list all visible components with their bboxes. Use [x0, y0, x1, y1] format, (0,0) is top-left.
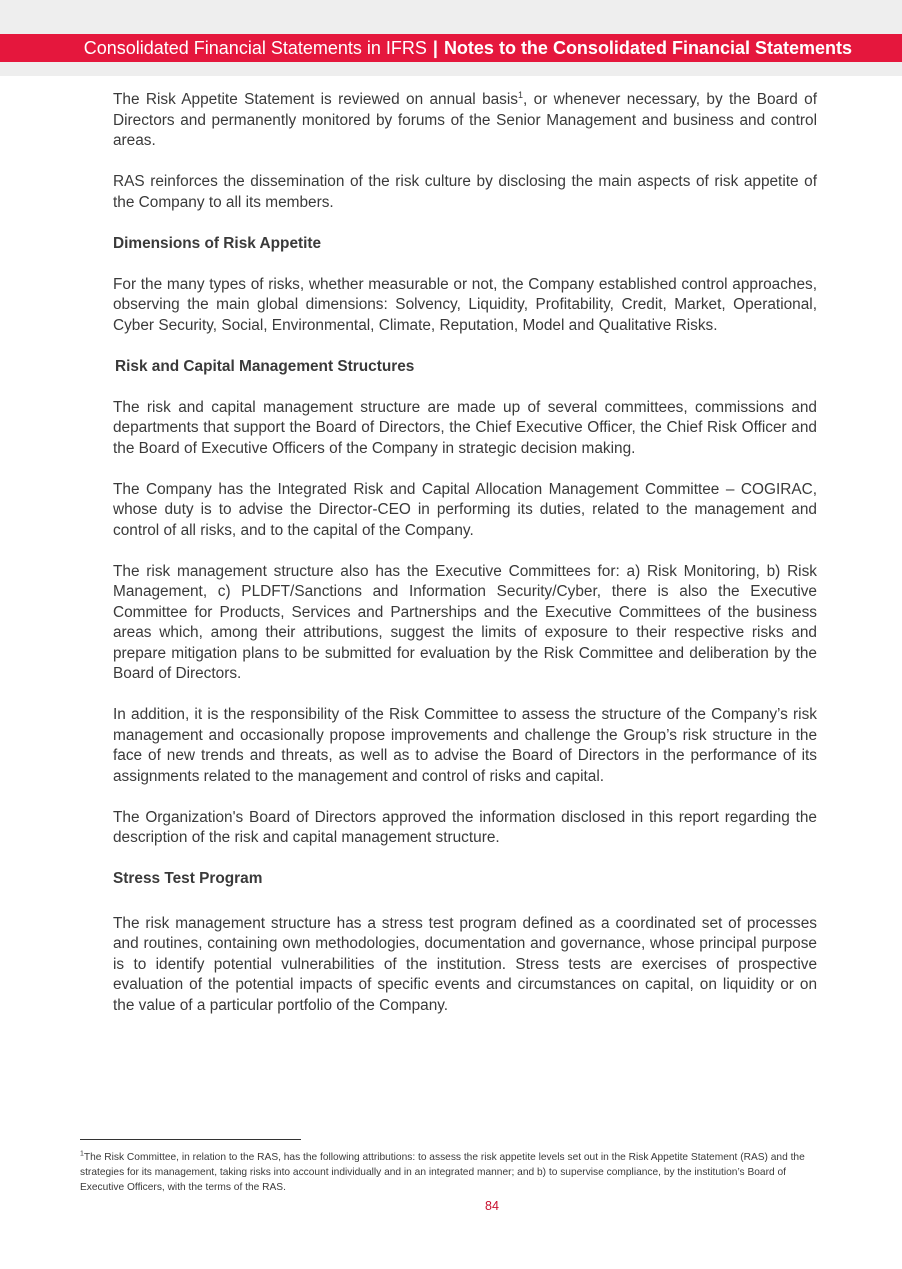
heading-dimensions-of-risk-appetite: Dimensions of Risk Appetite — [113, 234, 322, 252]
page-content — [113, 90, 817, 1037]
paragraph-management-structure: The risk and capital management structure are made up of several committees, commissions and departments that support the Board of Directors, the Chief Executive Officer, the Chief Risk Officer and the Board of Executive Officers of the Company in strategic decision making. — [113, 398, 817, 457]
paragraph-cogirac: The Company has the Integrated Risk and Capital Allocation Management Committee – COGIRAC, whose duty is to advise the Director-CEO in performing its duties, related to the management and control of all risks, and to the capital of the Company. — [113, 480, 817, 539]
paragraph-board-approval: The Organization's Board of Directors approved the information disclosed in this report regarding the description of the risk and capital management structure. — [113, 808, 817, 846]
paragraph-ras-review-end: , or whenever necessary, by the Board of Directors and permanently monitored by forums of the Senior Management and business and control areas. — [113, 91, 817, 149]
page-number: 84 — [485, 1199, 499, 1213]
footnote-text: The Risk Committee, in relation to the RAS, has the following attributions: to assess the risk appetite levels set out in the Risk Appetite Statement (RAS) and the strategies for its management, taking risks into account individually and in an integrated manner; and b) to supervise compliance, by the institution’s Board of Executive Officers, with the terms of the RAS. — [80, 1152, 805, 1193]
footnote — [80, 1150, 806, 1195]
heading-risk-capital-structures: Risk and Capital Management Structures — [115, 357, 415, 375]
header-separator: | — [432, 37, 438, 58]
paragraph-risk-dimensions: For the many types of risks, whether measurable or not, the Company established control approaches, observing the main global dimensions: Solvency, Liquidity, Profitability, Credit, Market, Operational, Cyber Security, Social, Environmental, Climate, Reputation, Model and Qualitative Risks. — [113, 275, 817, 334]
running-header — [0, 34, 902, 62]
paragraph-ras-culture: RAS reinforces the dissemination of the risk culture by disclosing the main aspects of risk appetite of the Company to all its members. — [113, 173, 817, 211]
header-title: Consolidated Financial Statements in IFRS — [83, 37, 427, 58]
footnote-marker: 1 — [80, 1150, 84, 1158]
paragraph-stress-test: The risk management structure has a stress test program defined as a coordinated set of processes and routines, containing own methodologies, documentation and governance, whose principal purpose is to identify potential vulnerabilities of the institution. Stress tests are exercises of prospective evaluation of the potential impacts of specific events and circumstances on capital, on liquidity or on the value of a particular portfolio of the Company. — [113, 914, 817, 1014]
paragraph-ras-review-start: The Risk Appetite Statement is reviewed on annual basis — [113, 91, 518, 108]
header-section-title: Notes to the Consolidated Financial Statements — [443, 37, 852, 58]
paragraph-risk-committee: In addition, it is the responsibility of the Risk Committee to assess the structure of the Company’s risk management and occasionally propose improvements and challenge the Group’s risk structure in the face of new trends and threats, as well as to advise the Board of Directors in the performance of its assignments related to the management and control of risks and capital. — [113, 706, 817, 785]
footnote-divider — [80, 1139, 301, 1140]
paragraph-executive-committees: The risk management structure also has the Executive Committees for: a) Risk Monitoring, b) Risk Management, c) PLDFT/Sanctions and Information Security/Cyber, there is also the Executive Committee for Products, Services and Partnerships and the Executive Committees of the business areas which, among their attributions, suggest the limits of exposure to their respective risks and prepare mitigation plans to be submitted for evaluation by the Risk Committee and deliberation by the Board of Directors. — [113, 562, 817, 682]
header-under-strip — [0, 62, 902, 76]
footnote-reference: 1 — [518, 89, 524, 100]
paragraph-ras-review — [113, 90, 817, 152]
top-margin-strip — [0, 0, 902, 34]
heading-stress-test-program: Stress Test Program — [113, 870, 263, 887]
